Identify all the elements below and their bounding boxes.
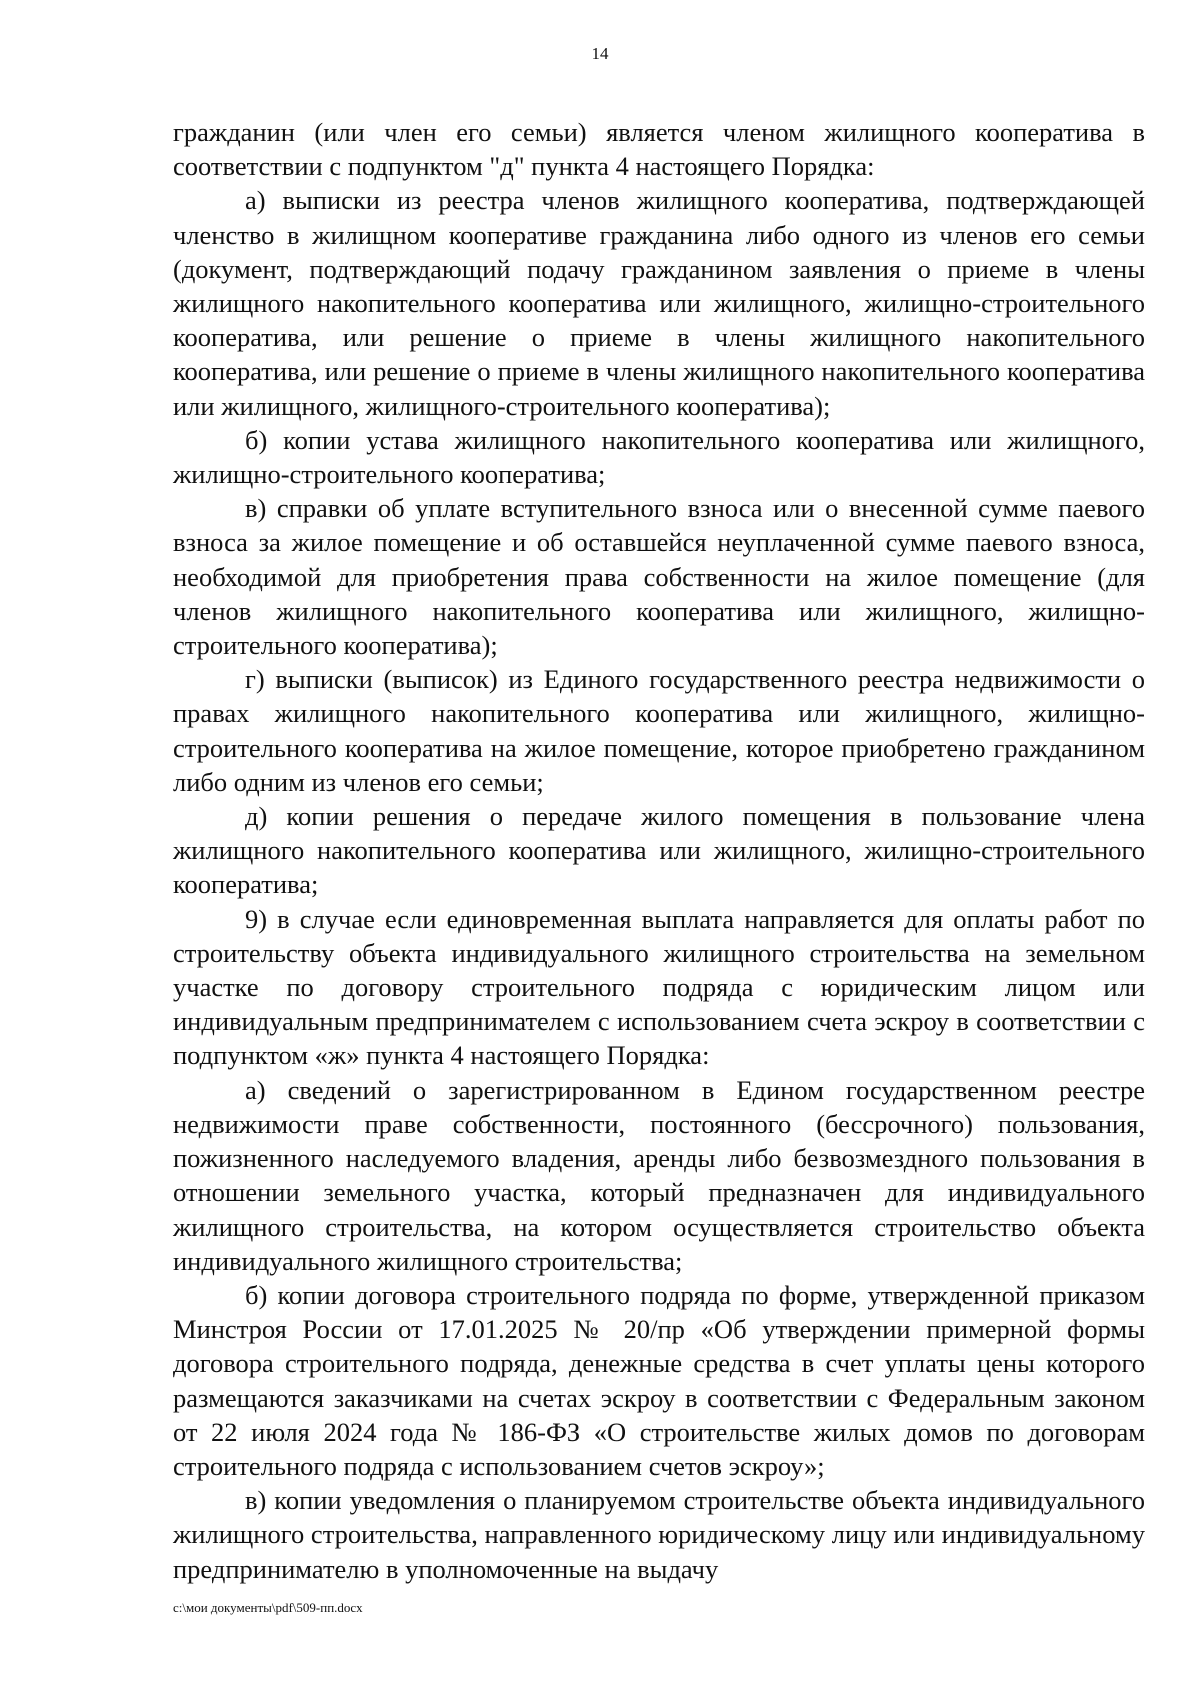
paragraph: в) справки об уплате вступительного взноса или о внесенной сумме паевого взноса за жилое помещение и об оставшейся неуплаченной сумме паевого взноса, необходимой для приобретения права собственности на жилое помещение (для членов жилищного накопительного кооператива или жилищного, жилищно-строительного кооператива); <box>173 493 1145 661</box>
paragraph: д) копии решения о передаче жилого помещения в пользование члена жилищного накопительного кооператива или жилищного, жилищно-строительного кооператива; <box>173 801 1145 900</box>
footer-file-path: c:\мои документы\pdf\509-пп.docx <box>173 1600 363 1615</box>
paragraph: б) копии устава жилищного накопительного кооператива или жилищного, жилищно-строительного кооператива; <box>173 424 1145 490</box>
document-body <box>173 115 1145 1586</box>
paragraph: 9) в случае если единовременная выплата направляется для оплаты работ по строительству объекта индивидуального жилищного строительства на земельном участке по договору строительного подряда с юридическим лицом или индивидуальным предпринимателем с использованием счета эскроу в соответствии с подпунктом «ж» пункта 4 настоящего Порядка: <box>173 903 1145 1071</box>
paragraph: а) сведений о зарегистрированном в Едином государственном реестре недвижимости праве собственности, постоянного (бессрочного) пользования, пожизненного наследуемого владения, аренды либо безвозмездного пользования в отношении земельного участка, который предназначен для индивидуального жилищного строительства, на котором осуществляется строительство объекта индивидуального жилищного строительства; <box>173 1074 1145 1276</box>
paragraph: б) копии договора строительного подряда по форме, утвержденной приказом Минстроя России от 17.01.2025 № 20/пр «Об утверждении примерной формы договора строительного подряда, денежные средства в счет уплаты цены которого размещаются заказчиками на счетах эскроу в соответствии с Федеральным законом от 22 июля 2024 года № 186-ФЗ «О строительстве жилых домов по договорам строительного подряда с использованием счетов эскроу»; <box>173 1279 1145 1481</box>
paragraph: в) копии уведомления о планируемом строительстве объекта индивидуального жилищного строительства, направленного юридическому лицу или индивидуальному предпринимателю в уполномоченные на выдачу <box>173 1485 1145 1584</box>
paragraph: а) выписки из реестра членов жилищного кооператива, подтверждающей членство в жилищном кооперативе гражданина либо одного из членов его семьи (документ, подтверждающий подачу гражданином заявления о приеме в члены жилищного накопительного кооператива или жилищного, жилищно-строительного кооператива, или решение о приеме в члены жилищного накопительного кооператива, или решение о приеме в члены жилищного накопительного кооператива или жилищного, жилищного-строительного кооператива); <box>173 185 1145 421</box>
page-number: 14 <box>591 44 609 63</box>
paragraph: г) выписки (выписок) из Единого государственного реестра недвижимости о правах жилищного накопительного кооператива или жилищного, жилищно-строительного кооператива на жилое помещение, которое приобретено гражданином либо одним из членов его семьи; <box>173 664 1145 797</box>
paragraph: гражданин (или член его семьи) является членом жилищного кооператива в соответствии с подпунктом "д" пункта 4 настоящего Порядка: <box>173 117 1145 182</box>
